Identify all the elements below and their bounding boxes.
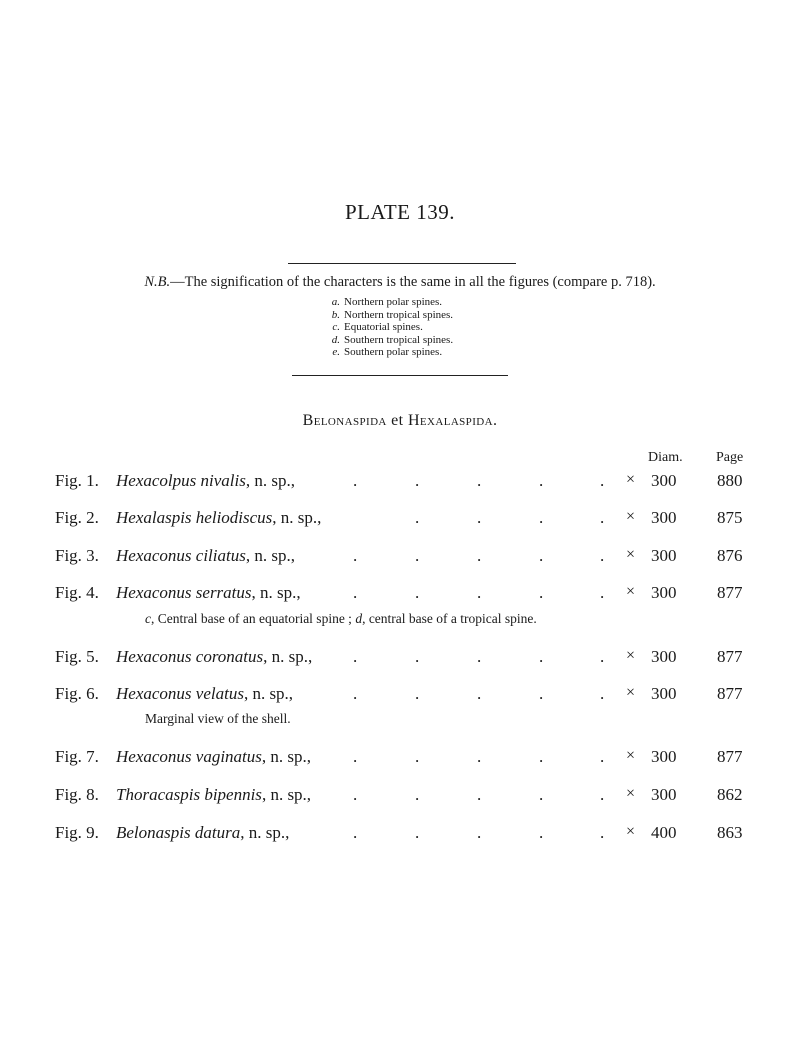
figure-row: [0, 546, 800, 568]
figure-label: Fig. 1.: [55, 471, 99, 490]
figure-label: Fig. 9.: [55, 823, 99, 842]
leader-dot: .: [415, 471, 420, 490]
figure-label: Fig. 3.: [55, 546, 99, 565]
leader-dot: .: [477, 747, 482, 766]
species-name: Hexaconus vaginatus: [116, 747, 262, 766]
leader-dot: .: [415, 546, 420, 565]
signification-note: [0, 274, 800, 291]
leader-dot: .: [477, 785, 482, 804]
legend-text: Southern polar spines.: [344, 346, 443, 358]
species-name: Hexaconus serratus: [116, 583, 252, 602]
figure-label: Fig. 8.: [55, 785, 99, 804]
section-heading: [0, 412, 800, 430]
magnification-sign: ×: [626, 823, 636, 840]
leader-dot: .: [353, 647, 358, 666]
figure-name: [116, 471, 295, 491]
diameter-value: 300: [651, 684, 677, 703]
legend-text: Equatorial spines.: [344, 321, 423, 333]
species-name: Belonaspis datura: [116, 823, 241, 842]
note-key-c: c: [145, 611, 151, 626]
species-suffix: , n. sp.,: [243, 684, 294, 703]
diameter-value: 300: [651, 647, 677, 666]
diameter-value: 300: [651, 546, 677, 565]
species-suffix: , n. sp.,: [272, 508, 322, 527]
figure-name: [116, 546, 295, 566]
figure-row: [0, 508, 800, 530]
leader-dot: .: [353, 684, 358, 703]
leader-dot: .: [353, 583, 358, 602]
character-legend: [330, 296, 453, 359]
leader-dot: .: [477, 823, 482, 842]
legend-key: e.: [332, 346, 340, 358]
species-name: Hexaconus ciliatus: [116, 546, 246, 565]
species-suffix: , n. sp.,: [263, 647, 313, 666]
legend-item: [330, 321, 453, 334]
magnification-sign: ×: [626, 647, 636, 664]
species-suffix: , n. sp.,: [251, 583, 301, 602]
leader-dot: .: [600, 471, 605, 490]
magnification-sign: ×: [626, 684, 636, 701]
diameter-value: 300: [651, 508, 677, 527]
magnification-sign: ×: [626, 747, 636, 764]
figure-name: [116, 508, 321, 528]
diameter-value: 300: [651, 471, 677, 490]
figure-row: [0, 785, 800, 807]
figure-name: [116, 747, 311, 767]
figure-row: [0, 823, 800, 845]
leader-dot: .: [600, 823, 605, 842]
page-value: 877: [717, 583, 743, 602]
note-text-d: , central base of a tropical spine.: [362, 611, 537, 626]
figure-name: [116, 684, 293, 704]
page-value: 875: [717, 508, 743, 527]
figure-4-note: [145, 611, 537, 627]
figure-row: [0, 747, 800, 769]
species-name: Hexaconus velatus: [116, 684, 244, 703]
legend-text: Northern polar spines.: [344, 296, 443, 308]
figure-row: [0, 583, 800, 605]
figure-name: [116, 647, 312, 667]
legend-key: b.: [331, 308, 340, 321]
page-value: 862: [717, 785, 743, 804]
figure-name: [116, 823, 289, 843]
figure-label: Fig. 6.: [55, 684, 99, 703]
species-suffix: , n. sp.,: [240, 823, 290, 842]
page-column-header: Page: [716, 450, 744, 465]
leader-dot: .: [600, 647, 605, 666]
leader-dot: .: [600, 684, 605, 703]
magnification-sign: ×: [626, 546, 636, 563]
leader-dot: .: [600, 583, 605, 602]
magnification-sign: ×: [626, 583, 636, 600]
note-prefix: N.B.: [144, 274, 171, 290]
leader-dot: .: [539, 471, 544, 490]
section-joiner: et: [391, 412, 404, 429]
note-key-d: d: [355, 611, 363, 626]
figure-name: [116, 785, 311, 805]
leader-dot: .: [477, 583, 482, 602]
leader-dot: .: [415, 823, 420, 842]
diameter-value: 300: [651, 785, 677, 804]
species-name: Hexacolpus nivalis: [116, 471, 246, 490]
species-suffix: , n. sp.,: [261, 785, 312, 804]
magnification-sign: ×: [626, 785, 636, 802]
diam-column-header: Diam.: [648, 450, 683, 465]
figure-label: Fig. 5.: [55, 647, 99, 666]
plate-title: PLATE 139.: [345, 200, 455, 224]
figure-label: Fig. 7.: [55, 747, 99, 766]
page-value: 877: [717, 647, 743, 666]
page-value: 877: [717, 747, 743, 766]
page-value: 877: [717, 684, 743, 703]
figure-row: [0, 647, 800, 669]
figure-6-note: Marginal view of the shell.: [145, 711, 291, 726]
legend-item: [330, 309, 453, 322]
leader-dot: .: [353, 747, 358, 766]
leader-dot: .: [539, 684, 544, 703]
magnification-sign: ×: [626, 471, 636, 488]
leader-dot: .: [477, 471, 482, 490]
leader-dot: .: [477, 546, 482, 565]
leader-dot: .: [353, 546, 358, 565]
legend-text: Southern tropical spines.: [344, 333, 454, 346]
species-suffix: , n. sp.,: [245, 546, 295, 565]
leader-dot: .: [477, 684, 482, 703]
leader-dot: .: [353, 785, 358, 804]
legend-key: d.: [331, 333, 340, 346]
leader-dot: .: [600, 508, 605, 527]
legend-text: Northern tropical spines.: [344, 308, 454, 321]
figure-label: Fig. 4.: [55, 583, 99, 602]
figure-row: [0, 471, 800, 493]
note-text: —The signification of the characters is the same in all the figures (compare p. 718).: [170, 274, 656, 290]
page-value: 863: [717, 823, 743, 842]
leader-dot: .: [600, 546, 605, 565]
legend-item: [330, 334, 453, 347]
legend-item: [330, 346, 453, 359]
leader-dot: .: [415, 583, 420, 602]
leader-dot: .: [353, 823, 358, 842]
page-value: 876: [717, 546, 743, 565]
magnification-sign: ×: [626, 508, 636, 525]
section-first: Belonaspida: [302, 412, 387, 429]
figure-row: [0, 684, 800, 706]
bottom-rule: [292, 375, 508, 376]
note-text-c: , Central base of an equatorial spine ;: [151, 611, 356, 626]
leader-dot: .: [539, 823, 544, 842]
leader-dot: .: [539, 785, 544, 804]
diameter-value: 300: [651, 747, 677, 766]
legend-key: a.: [331, 296, 340, 308]
leader-dot: .: [600, 747, 605, 766]
leader-dot: .: [539, 647, 544, 666]
top-rule: [288, 263, 516, 264]
leader-dot: .: [415, 508, 420, 527]
legend-key: c.: [332, 321, 340, 333]
section-second: Hexalaspida.: [407, 412, 498, 429]
leader-dot: .: [477, 508, 482, 527]
diameter-value: 400: [651, 823, 677, 842]
figure-name: [116, 583, 301, 603]
leader-dot: .: [600, 785, 605, 804]
legend-item: [330, 296, 453, 309]
diameter-value: 300: [651, 583, 677, 602]
page-value: 880: [717, 471, 743, 490]
leader-dot: .: [539, 747, 544, 766]
leader-dot: .: [415, 684, 420, 703]
leader-dot: .: [353, 471, 358, 490]
figure-label: Fig. 2.: [55, 508, 99, 527]
species-name: Hexaconus coronatus: [116, 647, 264, 666]
species-suffix: , n. sp.,: [261, 747, 312, 766]
leader-dot: .: [415, 647, 420, 666]
leader-dot: .: [477, 647, 482, 666]
leader-dot: .: [415, 785, 420, 804]
leader-dot: .: [539, 508, 544, 527]
leader-dot: .: [539, 583, 544, 602]
species-name: Hexalaspis heliodiscus: [116, 508, 273, 527]
species-suffix: , n. sp.,: [245, 471, 295, 490]
species-name: Thoracaspis bipennis: [116, 785, 262, 804]
leader-dot: .: [539, 546, 544, 565]
leader-dot: .: [415, 747, 420, 766]
